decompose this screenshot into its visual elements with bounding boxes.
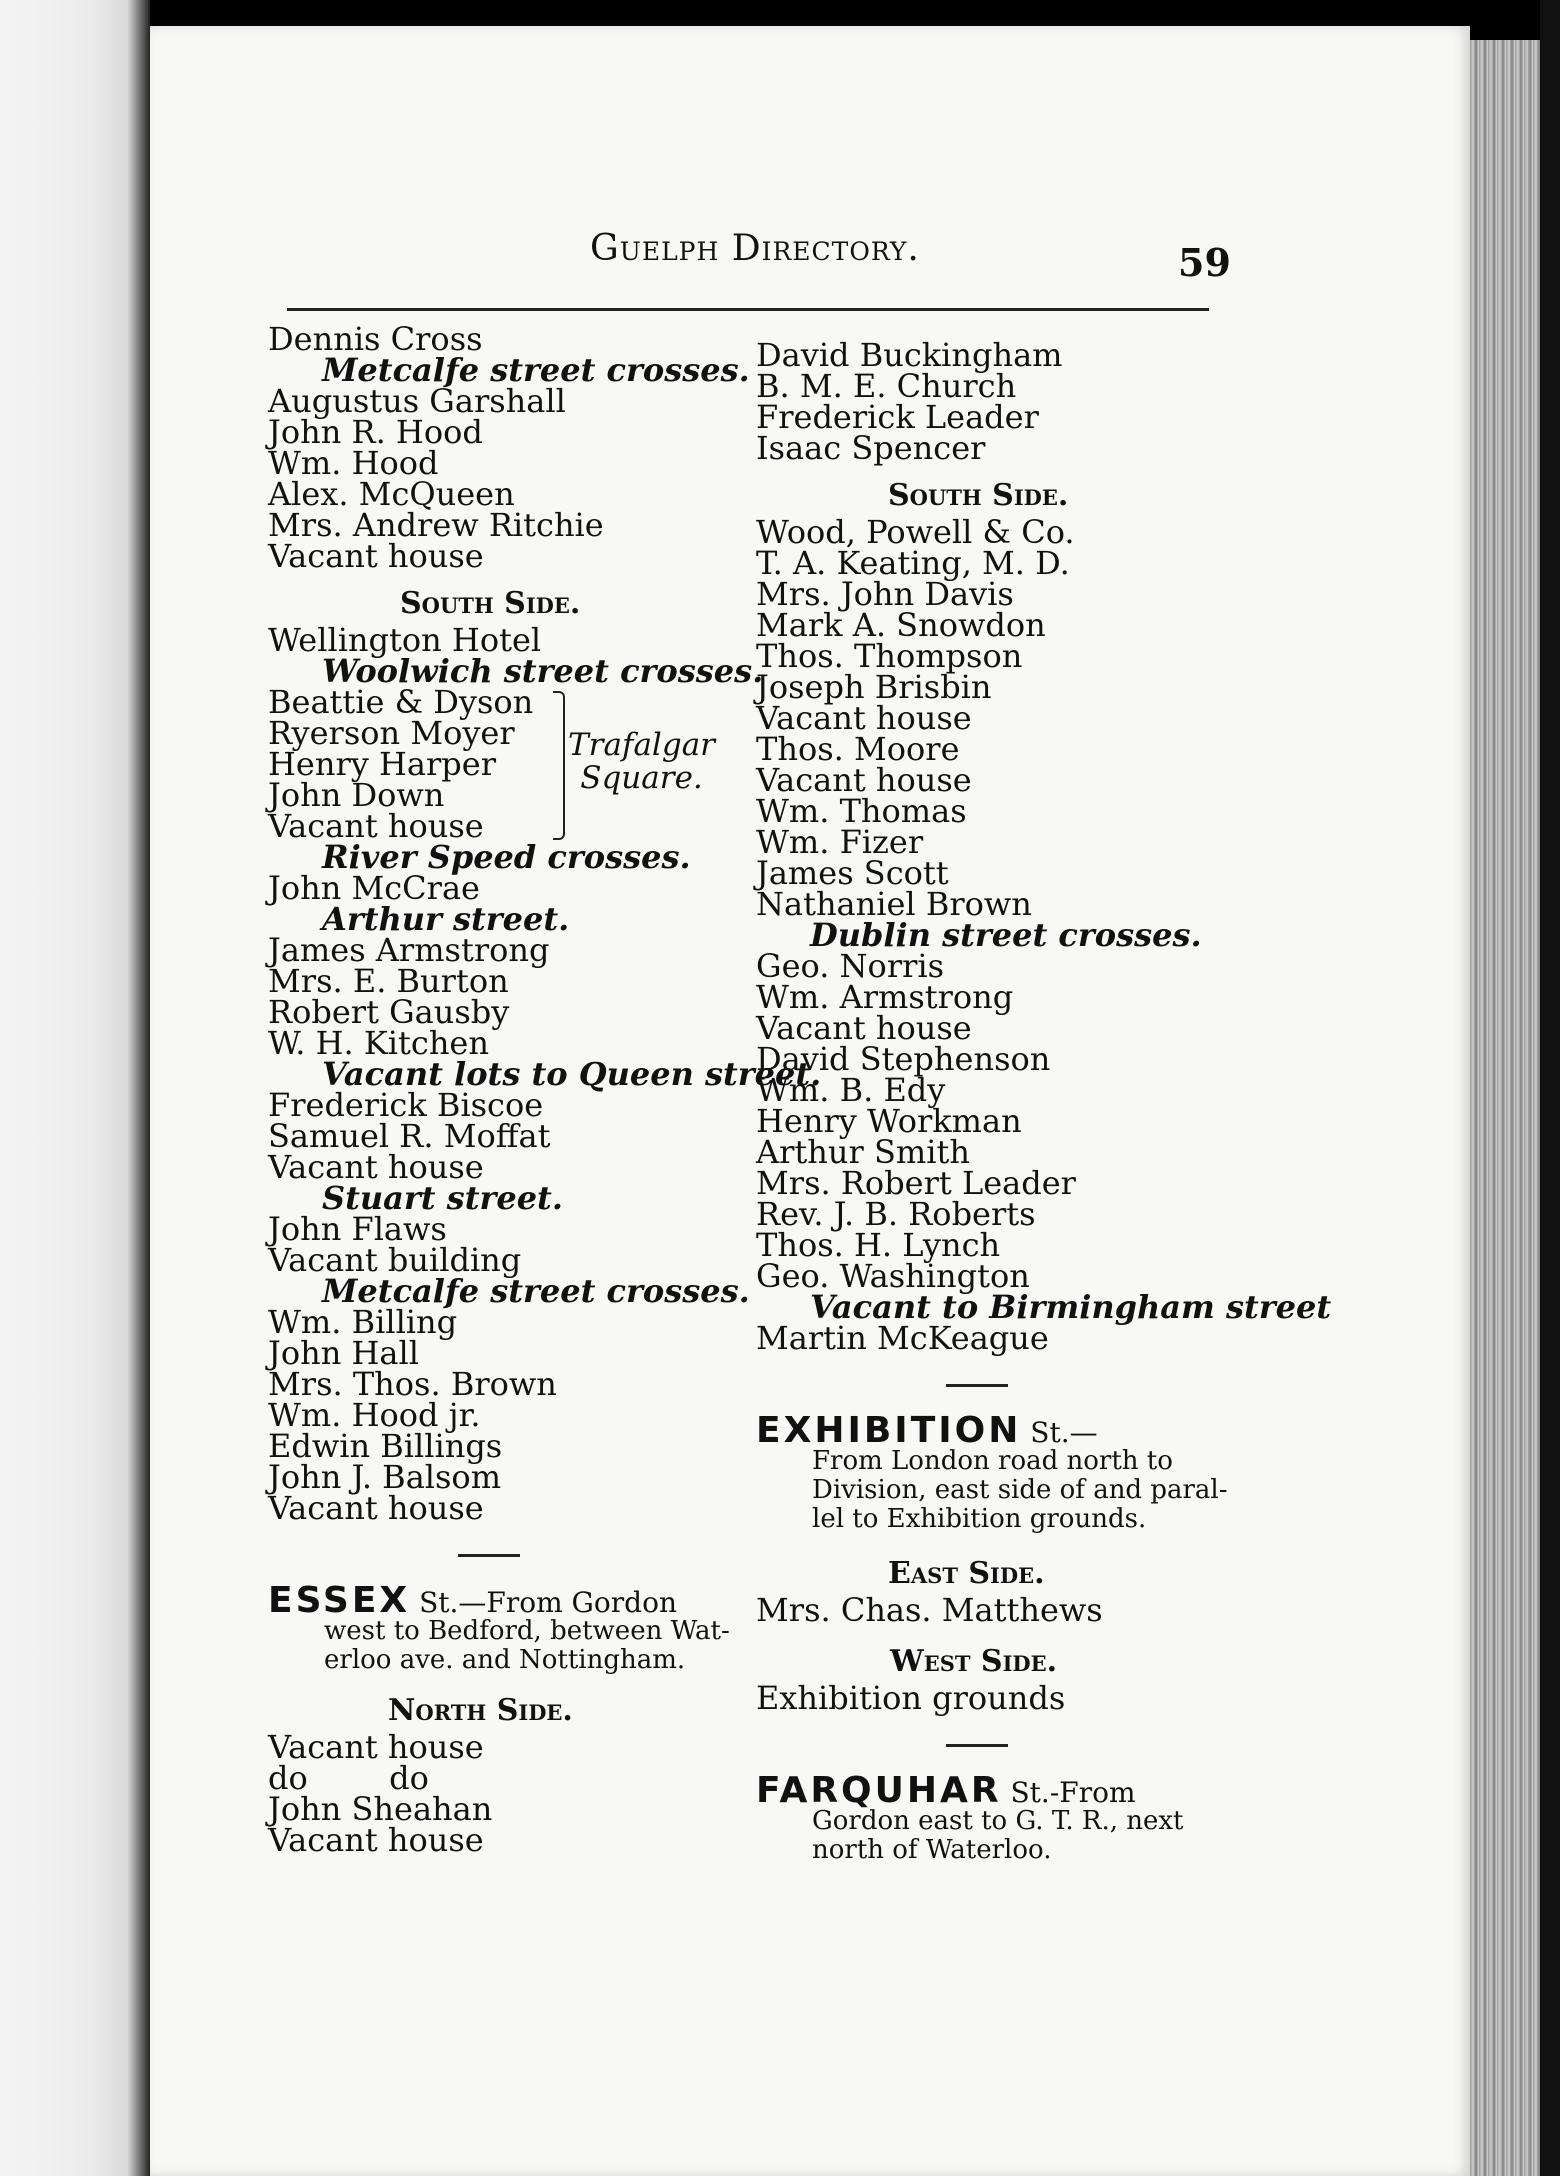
south-side-label-right: South Side. xyxy=(888,478,1069,513)
exhibition-street-suffix: St.— xyxy=(1030,1416,1098,1449)
directory-entry: Samuel R. Moffat xyxy=(268,1117,551,1155)
east-entries xyxy=(756,1591,1236,1629)
directory-entry: Henry Harper xyxy=(268,745,496,783)
directory-entry: Mrs. John Davis xyxy=(756,575,1014,613)
north-side-label: North Side. xyxy=(388,1693,573,1728)
directory-entry: Thos. H. Lynch xyxy=(756,1226,1001,1264)
farquhar-street-heading xyxy=(756,1770,1236,1811)
street-crossing-note: Vacant to Birmingham street xyxy=(810,1288,1332,1326)
directory-entry: John Sheahan xyxy=(268,1790,493,1828)
directory-entry: Exhibition grounds xyxy=(756,1679,1066,1717)
directory-entry: Thos. Moore xyxy=(756,730,960,768)
directory-entry: Mrs. E. Burton xyxy=(268,962,509,1000)
directory-entry: Vacant house xyxy=(268,537,484,575)
directory-entry: John Down xyxy=(268,776,445,814)
west-side-label: West Side. xyxy=(890,1644,1058,1679)
directory-entry: Geo. Norris xyxy=(756,947,945,985)
trafalgar-square-group xyxy=(268,683,738,845)
essex-street-suffix: St.—From Gordon xyxy=(419,1586,677,1619)
directory-entry: Mrs. Thos. Brown xyxy=(268,1365,557,1403)
directory-entry: Vacant house xyxy=(268,807,484,845)
section-divider xyxy=(946,1744,1008,1747)
directory-entry: Mrs. Robert Leader xyxy=(756,1164,1076,1202)
directory-entry: James Armstrong xyxy=(268,931,550,969)
section-divider xyxy=(458,1554,520,1557)
directory-entry: Isaac Spencer xyxy=(756,429,986,467)
directory-entry: Rev. J. B. Roberts xyxy=(756,1195,1036,1233)
directory-entry: Geo. Washington xyxy=(756,1257,1030,1295)
directory-entry: Vacant house xyxy=(268,1489,484,1527)
directory-entry: Dennis Cross xyxy=(268,320,483,358)
street-crossing-note: Dublin street crosses. xyxy=(810,916,1202,954)
left-south-entries-b xyxy=(268,838,822,1527)
essex-street-heading xyxy=(268,1580,738,1621)
exhibition-desc-line2: Division, east side of and paral- xyxy=(812,1475,1228,1505)
brace xyxy=(553,691,565,840)
directory-entry: Vacant house xyxy=(268,1728,484,1766)
directory-entry: Robert Gausby xyxy=(268,993,510,1031)
street-crossing-note: Metcalfe street crosses. xyxy=(322,351,750,389)
exhibition-desc-line1: From London road north to xyxy=(812,1446,1173,1476)
essex-street-name: ESSEX xyxy=(268,1580,411,1621)
directory-entry: Mark A. Snowdon xyxy=(756,606,1046,644)
left-column xyxy=(268,320,822,1859)
directory-entry: Ryerson Moyer xyxy=(268,714,515,752)
directory-entry: Augustus Garshall xyxy=(268,382,566,420)
directory-entry: Wm. Hood jr. xyxy=(268,1396,481,1434)
left-page-edge xyxy=(0,0,150,2176)
directory-entry: Vacant house xyxy=(268,1821,484,1859)
right-top-entries xyxy=(756,336,1236,467)
directory-entry: Arthur Smith xyxy=(756,1133,970,1171)
west-entries xyxy=(756,1679,1236,1717)
street-crossing-note: Arthur street. xyxy=(322,900,570,938)
directory-entry: John McCrae xyxy=(268,869,480,907)
page-title: Guelph Directory. xyxy=(590,228,920,269)
directory-entry: Vacant house xyxy=(756,761,972,799)
left-top-entries xyxy=(268,320,750,575)
directory-entry: Edwin Billings xyxy=(268,1427,503,1465)
directory-entry: do do xyxy=(268,1759,429,1797)
directory-entry: Wm. B. Edy xyxy=(756,1071,946,1109)
trafalgar-label xyxy=(568,729,715,795)
farquhar-street-suffix: St.-From xyxy=(1010,1776,1136,1809)
trafalgar-label-line2: Square. xyxy=(580,760,703,796)
right-south-entries xyxy=(756,513,1332,1357)
directory-entry: David Stephenson xyxy=(756,1040,1051,1078)
directory-entry: David Buckingham xyxy=(756,336,1063,374)
farquhar-street-name: FARQUHAR xyxy=(756,1770,1002,1811)
directory-entry: Vacant building xyxy=(268,1241,522,1279)
directory-entry: Alex. McQueen xyxy=(268,475,515,513)
directory-entry: John R. Hood xyxy=(268,413,483,451)
farquhar-desc-line1: Gordon east to G. T. R., next xyxy=(812,1806,1184,1836)
farquhar-desc-line2: north of Waterloo. xyxy=(812,1835,1052,1865)
directory-entry: Vacant house xyxy=(756,699,972,737)
directory-entry: Mrs. Andrew Ritchie xyxy=(268,506,604,544)
left-south-entries-a xyxy=(268,621,764,690)
directory-entry: Nathaniel Brown xyxy=(756,885,1032,923)
exhibition-desc-line3: lel to Exhibition grounds. xyxy=(812,1504,1147,1534)
street-crossing-note: Stuart street. xyxy=(322,1179,563,1217)
header-rule xyxy=(287,308,1209,311)
directory-entry: Wm. Billing xyxy=(268,1303,458,1341)
directory-entry: Wood, Powell & Co. xyxy=(756,513,1075,551)
directory-entry: Wm. Thomas xyxy=(756,792,967,830)
exhibition-street-heading xyxy=(756,1410,1236,1451)
directory-entry: Wm. Armstrong xyxy=(756,978,1014,1016)
essex-desc-line1: west to Bedford, between Wat- xyxy=(324,1616,730,1646)
directory-entry: Joseph Brisbin xyxy=(756,668,992,706)
directory-entry: B. M. E. Church xyxy=(756,367,1017,405)
trafalgar-label-line1: Trafalgar xyxy=(568,727,715,763)
directory-entry: W. H. Kitchen xyxy=(268,1024,489,1062)
right-column xyxy=(756,336,1332,1865)
street-crossing-note: Woolwich street crosses. xyxy=(322,652,764,690)
right-background xyxy=(1540,0,1560,2176)
directory-entry: Henry Workman xyxy=(756,1102,1022,1140)
directory-entry: James Scott xyxy=(756,854,949,892)
directory-entry: Thos. Thompson xyxy=(756,637,1023,675)
directory-entry: Vacant house xyxy=(756,1009,972,1047)
east-side-label: East Side. xyxy=(888,1556,1045,1591)
directory-entry: T. A. Keating, M. D. xyxy=(756,544,1070,582)
exhibition-street-name: EXHIBITION xyxy=(756,1410,1022,1451)
directory-entry: Frederick Biscoe xyxy=(268,1086,544,1124)
directory-entry: Vacant house xyxy=(268,1148,484,1186)
directory-entry: Wellington Hotel xyxy=(268,621,542,659)
directory-entry: John J. Balsom xyxy=(268,1458,502,1496)
south-side-label: South Side. xyxy=(400,586,581,621)
directory-entry: Beattie & Dyson xyxy=(268,683,534,721)
street-crossing-note: Vacant lots to Queen street. xyxy=(322,1055,822,1093)
directory-entry: Frederick Leader xyxy=(756,398,1039,436)
page-number: 59 xyxy=(1178,240,1231,285)
directory-entry: Martin McKeague xyxy=(756,1319,1049,1357)
directory-entry: John Flaws xyxy=(268,1210,447,1248)
essex-desc-line2: erloo ave. and Nottingham. xyxy=(324,1645,686,1675)
street-crossing-note: Metcalfe street crosses. xyxy=(322,1272,750,1310)
essex-entries xyxy=(268,1728,738,1859)
directory-entry: Mrs. Chas. Matthews xyxy=(756,1591,1103,1629)
page-stack-edges xyxy=(1470,40,1540,2176)
section-divider xyxy=(946,1384,1008,1387)
street-crossing-note: River Speed crosses. xyxy=(322,838,691,876)
directory-entry: John Hall xyxy=(268,1334,419,1372)
directory-entry: Wm. Hood xyxy=(268,444,439,482)
directory-entry: Wm. Fizer xyxy=(756,823,924,861)
